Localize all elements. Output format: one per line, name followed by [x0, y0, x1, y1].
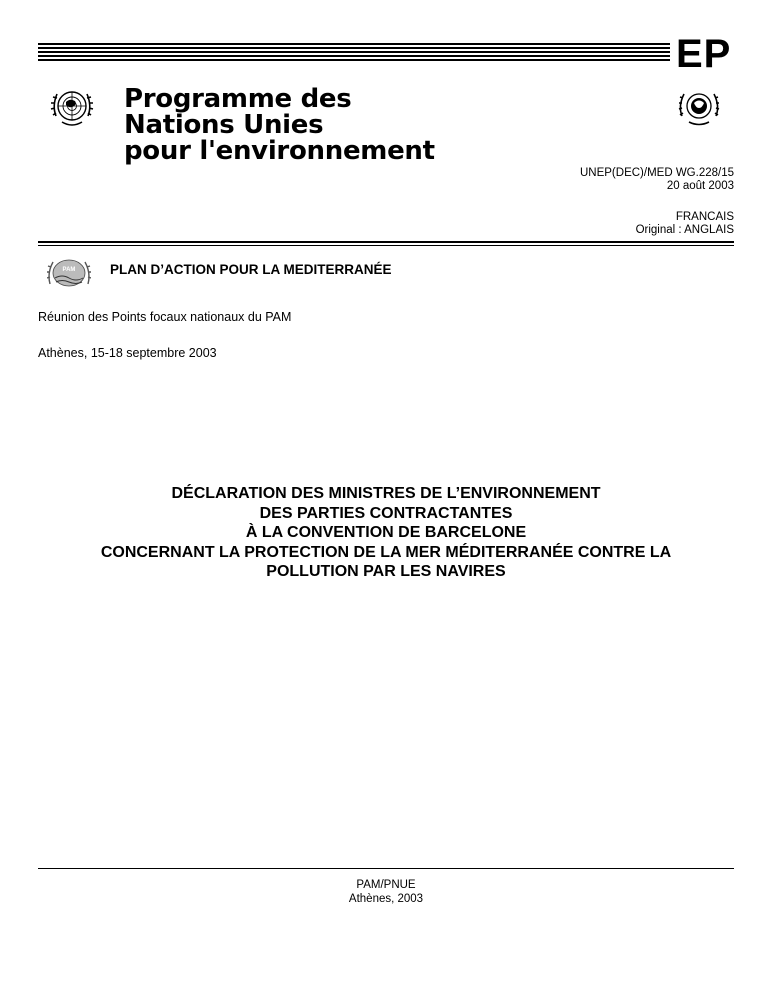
- un-emblem-icon: [48, 82, 96, 130]
- meeting-place-date: Athènes, 15-18 septembre 2003: [38, 346, 217, 360]
- declaration-line: DES PARTIES CONTRACTANTES: [259, 504, 513, 522]
- declaration-title: [38, 484, 734, 582]
- footer: [38, 879, 734, 906]
- declaration-line: DÉCLARATION DES MINISTRES DE L’ENVIRONNEMENT: [171, 485, 601, 502]
- footer-org: PAM/PNUE: [356, 879, 416, 891]
- document-date: 20 août 2003: [666, 180, 734, 192]
- header-stripes: [38, 43, 670, 65]
- document-reference-block: [580, 167, 734, 193]
- org-line-2: Nations Unies: [124, 110, 324, 140]
- document-reference: UNEP(DEC)/MED WG.228/15: [579, 167, 734, 179]
- language-block: [636, 211, 734, 237]
- footer-place-year: Athènes, 2003: [348, 892, 424, 905]
- declaration-line: À LA CONVENTION DE BARCELONE: [245, 524, 527, 541]
- document-code: EP: [676, 32, 732, 76]
- original-language: Original : ANGLAIS: [635, 224, 734, 236]
- pam-emblem-icon: [47, 256, 91, 290]
- declaration-line: POLLUTION PAR LES NAVIRES: [266, 563, 506, 580]
- declaration-line: CONCERNANT LA PROTECTION DE LA MER MÉDITERRANÉE CONTRE LA: [100, 543, 672, 561]
- plan-title: PLAN D’ACTION POUR LA MEDITERRANÉE: [110, 262, 392, 277]
- document-language: FRANCAIS: [675, 211, 734, 223]
- org-line-1: Programme des: [124, 84, 352, 114]
- organization-name: [124, 86, 435, 164]
- org-line-3: pour l'environnement: [124, 136, 435, 166]
- unep-emblem-icon: [677, 84, 721, 128]
- meeting-name: Réunion des Points focaux nationaux du PAM: [38, 310, 292, 324]
- footer-divider: [38, 868, 734, 869]
- pam-emblem-text: PAM: [62, 267, 76, 273]
- section-divider: [38, 241, 734, 246]
